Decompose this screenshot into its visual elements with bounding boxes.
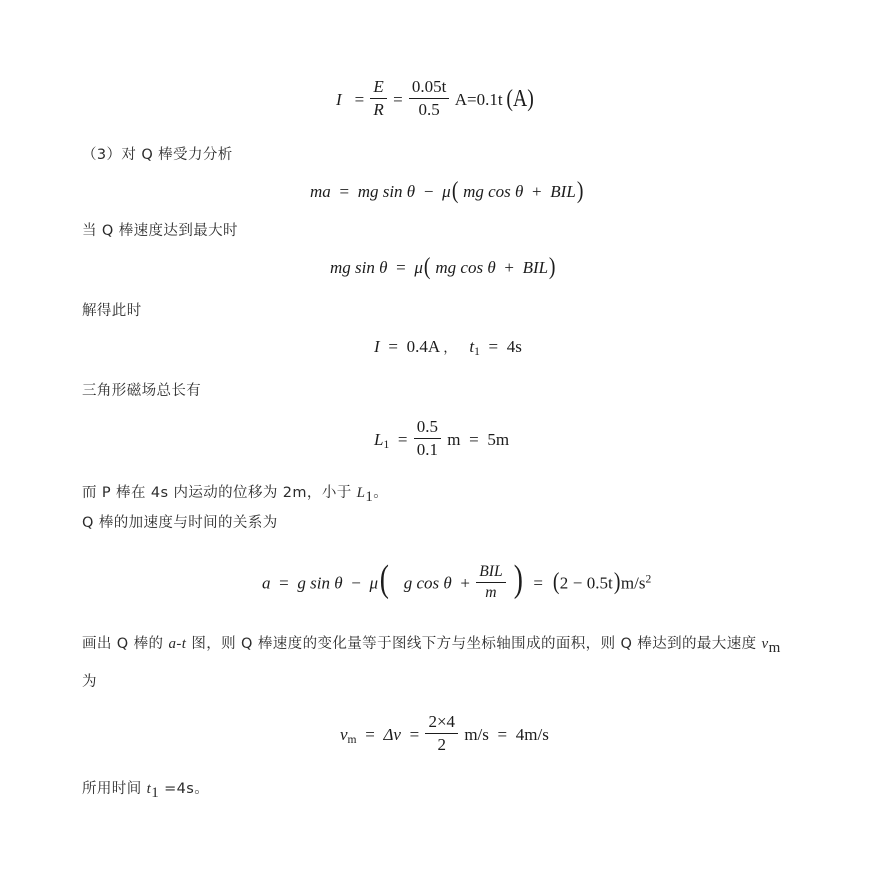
paragraph-graph-explanation-part1: 画出 Q 棒的 xyxy=(82,636,169,652)
equation-maxspeed-plus: + xyxy=(504,258,514,277)
equation-current-frac2-numerator: 0.05t xyxy=(409,77,449,99)
equation-field-length-unit: m xyxy=(447,429,461,449)
equation-current-frac1-denominator: R xyxy=(373,100,384,119)
equation-field-length-denominator: 0.1 xyxy=(416,440,438,459)
equation-current-frac1-numerator: E xyxy=(370,77,386,99)
equation-accel-frac-denominator: m xyxy=(485,583,497,601)
equation-newton-minus: − xyxy=(423,182,434,201)
equation-maxvel-unit: m/s xyxy=(464,724,489,744)
equation-max-velocity xyxy=(340,712,549,757)
equation-accel-result-minus: − xyxy=(572,573,583,593)
paragraph-p-rod-displacement xyxy=(82,482,388,509)
equation-newton-term3: BIL xyxy=(550,182,576,201)
equation-field-length xyxy=(374,417,510,462)
equation-accel-result-a: 2 xyxy=(559,573,569,593)
equation-solved-current-value: 0.4A xyxy=(406,337,440,356)
equation-accel-rel1: = xyxy=(279,573,289,593)
paragraph-graph-explanation-part2: 图，则 Q 棒速度的变化量等于图线下方与坐标轴围成的面积，则 Q 棒达到的最大速度 xyxy=(186,636,762,652)
equation-maxspeed-term3: BIL xyxy=(522,258,549,277)
equation-field-length-numerator: 0.5 xyxy=(414,417,441,439)
paragraph-when-max-speed: 当 Q 棒速度达到最大时 xyxy=(82,223,238,239)
equation-solved-values xyxy=(374,337,522,358)
equation-solved-time-symbol: t xyxy=(469,337,475,356)
equation-accel-fraction xyxy=(476,563,505,602)
equation-newton-rel: = xyxy=(339,182,350,201)
paragraph-time-used-post: =4s。 xyxy=(159,781,210,797)
paragraph-graph-explanation-subscript: m xyxy=(768,640,781,657)
equation-accel-mu: μ xyxy=(369,573,379,593)
equation-maxvel-rel3: = xyxy=(497,724,508,744)
equation-newton-term2: mg cos θ xyxy=(463,182,524,201)
equation-accel-result-b: 0.5t xyxy=(586,573,613,593)
equation-current-result: 0.1t xyxy=(476,89,503,109)
equation-solved-current-rel: = xyxy=(388,337,398,356)
equation-current-frac2-denominator: 0.5 xyxy=(418,100,440,119)
equation-maxvel-rel2: = xyxy=(409,724,420,744)
equation-current-rel1: = xyxy=(354,89,365,109)
equation-current-lhs: I xyxy=(336,89,342,109)
equation-newton-term1: mg sin θ xyxy=(357,182,416,201)
equation-accel-lhs: a xyxy=(262,573,271,593)
paragraph-q-rod-accel-relation: Q 棒的加速度与时间的关系为 xyxy=(82,515,278,531)
equation-current-rel2: = xyxy=(393,89,403,109)
equation-solved-separator: ， xyxy=(443,341,457,356)
equation-newton-lhs: ma xyxy=(310,182,331,201)
equation-accel-plus: + xyxy=(460,573,470,593)
equation-field-length-result: 5m xyxy=(487,429,510,449)
equation-newton-q: ma = mg sin θ − μ( mg cos θ + BIL) xyxy=(310,176,584,204)
paragraph-time-used xyxy=(82,778,209,805)
paragraph-triangle-field-length: 三角形磁场总长有 xyxy=(82,383,202,399)
equation-maxvel-numerator: 2×4 xyxy=(425,712,458,734)
paragraph-graph-explanation xyxy=(82,633,781,660)
equation-accel-minus: − xyxy=(351,573,361,593)
equation-acceleration: a = g sin θ − μ( g cos θ + $\frac{\text{BIL}}{m}$ ) = $(2 - 0.5t)m/s^2$ xyxy=(262,558,652,601)
equation-accel-term2: g cos θ xyxy=(403,573,452,593)
equation-field-length-rel2: = xyxy=(469,429,479,449)
equation-maxvel-delta: Δv xyxy=(383,724,401,744)
paragraph-p-rod-displacement-symbol: L xyxy=(356,485,366,501)
paragraph-solving-gives: 解得此时 xyxy=(82,303,142,319)
equation-solved-time-subscript: 1 xyxy=(474,345,480,359)
paragraph-graph-explanation-italic: a-t xyxy=(168,636,187,652)
equation-maxspeed-rel: = xyxy=(396,258,406,277)
equation-current-rel3: = xyxy=(466,89,477,109)
equation-maxvel-symbol: v xyxy=(340,724,348,744)
paragraph-part3-heading: （3）对 Q 棒受力分析 xyxy=(82,147,233,163)
equation-current-fraction-er xyxy=(370,77,386,119)
equation-current-fraction-values xyxy=(409,77,449,119)
equation-accel-term1: g sin θ xyxy=(297,573,343,593)
paragraph-graph-explanation-symbol: v xyxy=(761,636,769,652)
equation-current-unit: A xyxy=(454,89,467,109)
equation-field-length-subscript: 1 xyxy=(383,438,390,452)
equation-accel-frac-numerator: BIL xyxy=(476,563,505,583)
paragraph-graph-explanation-continuation: 为 xyxy=(82,674,97,690)
equation-newton-mu: μ xyxy=(442,182,451,201)
paragraph-time-used-symbol: t xyxy=(146,781,152,797)
equation-maxvel-denominator: 2 xyxy=(437,735,447,754)
paragraph-time-used-subscript: 1 xyxy=(151,785,160,802)
equation-maxspeed-lhs: mg sin θ xyxy=(330,258,388,277)
equation-maxvel-fraction xyxy=(425,712,458,754)
equation-accel-result-unit: m/s xyxy=(620,573,646,593)
paragraph-p-rod-displacement-subscript: 1 xyxy=(365,489,374,506)
paragraph-time-used-pre: 所用时间 xyxy=(82,781,147,797)
equation-field-length-symbol: L xyxy=(374,429,384,449)
equation-maxspeed-mu: μ xyxy=(414,258,423,277)
equation-maxvel-rel1: = xyxy=(365,724,375,744)
equation-maxvel-subscript: m xyxy=(347,733,357,747)
equation-maxvel-result: 4m/s xyxy=(515,724,549,744)
equation-field-length-fraction xyxy=(414,417,441,459)
equation-current: I = $\frac{E}{R}$ = $\frac{0.05t}{0.5}$ A=0.1t (A) xyxy=(336,77,534,119)
equation-solved-current-symbol: I xyxy=(374,337,380,356)
equation-max-speed-condition: mg sin θ = μ( mg cos θ + BIL) xyxy=(330,252,556,280)
paragraph-p-rod-displacement-post: 。 xyxy=(373,485,389,501)
equation-field-length-rel1: = xyxy=(397,429,408,449)
equation-maxspeed-term2: mg cos θ xyxy=(435,258,496,277)
paragraph-p-rod-displacement-pre: 而 P 棒在 4s 内运动的位移为 2m，小于 xyxy=(82,485,357,501)
equation-accel-rel2: = xyxy=(533,573,543,593)
equation-solved-time-value: 4s xyxy=(506,337,522,356)
equation-solved-time-rel: = xyxy=(488,337,499,356)
equation-accel-result-unit-exponent: 2 xyxy=(645,572,652,586)
equation-newton-plus: + xyxy=(532,182,542,201)
